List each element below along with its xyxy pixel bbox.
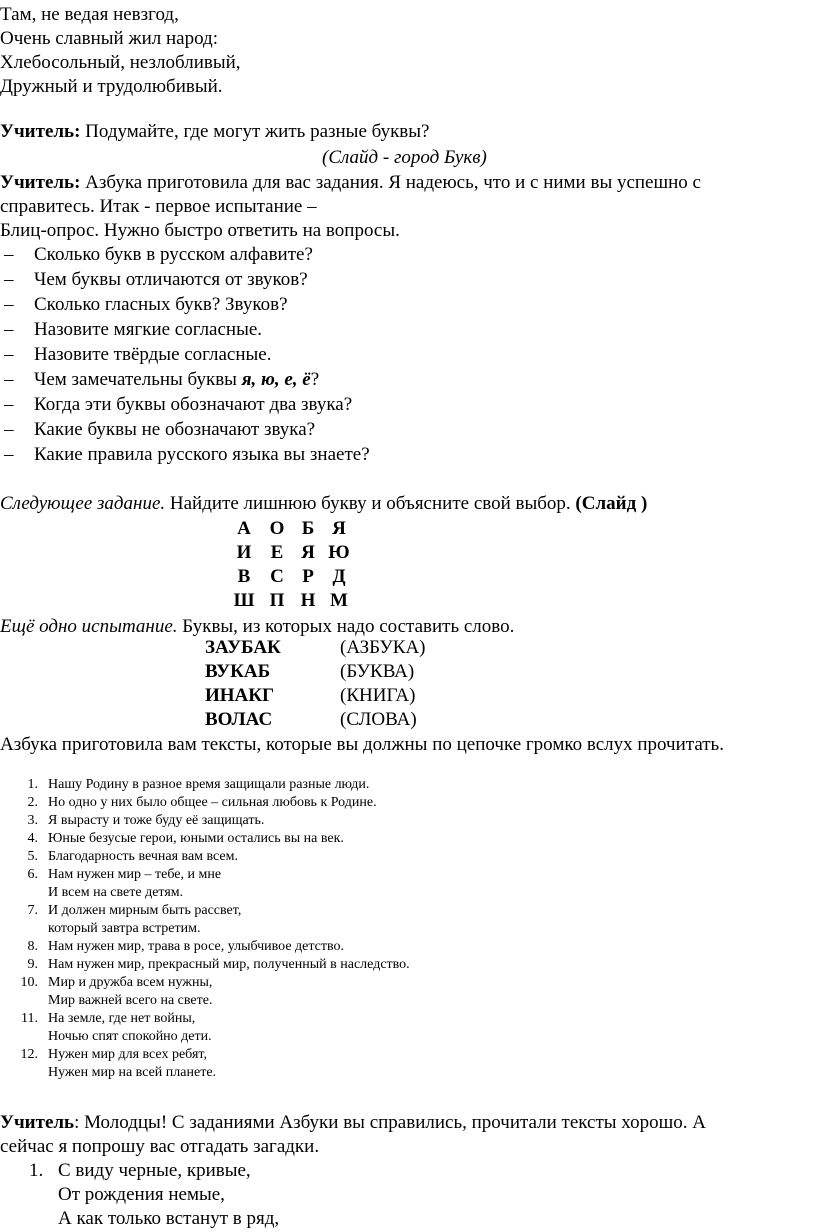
poem-line-2: Очень славный жил народ: <box>0 28 218 49</box>
grid-letter: И <box>236 542 252 563</box>
speaker-label: Учитель <box>0 1112 75 1133</box>
riddle-line: А как только встанут в ряд, <box>58 1208 280 1229</box>
dash-bullet: – <box>4 419 14 440</box>
grid-letter: Ю <box>328 542 350 563</box>
dash-bullet: – <box>4 294 14 315</box>
dash-bullet: – <box>4 344 14 365</box>
slide-note: (Слайд - город Букв) <box>322 147 487 168</box>
dash-bullet: – <box>4 444 14 465</box>
riddle-line: От рождения немые, <box>58 1184 225 1205</box>
anagram-scrambled: ИНАКГ <box>205 685 275 706</box>
anagram-answer: (СЛОВА) <box>340 709 417 730</box>
anagram-answer: (АЗБУКА) <box>340 637 426 658</box>
paragraph-line: справитесь. Итак - первое испытание – <box>0 196 317 217</box>
anagram-answer: (КНИГА) <box>340 685 416 706</box>
paragraph-text: Подумайте, где могут жить разные буквы? <box>80 121 430 142</box>
poem-line-3: Хлебосольный, незлобливый, <box>0 52 241 73</box>
grid-letter: Я <box>301 542 315 563</box>
anagram-scrambled: ВУКАБ <box>205 661 271 682</box>
grid-letter: А <box>237 518 251 539</box>
grid-letter: Ш <box>233 590 255 611</box>
reading-intro: Азбука приготовила вам тексты, которые вы должны по цепочке громко вслух прочитать. <box>0 734 724 755</box>
paragraph-line: сейчас я попрошу вас отгадать загадки. <box>0 1136 320 1157</box>
task-anagrams: Ещё одно испытание. Буквы, из которых надо составить слово. <box>0 616 515 637</box>
slide-note: (Слайд ) <box>575 493 648 514</box>
speaker-label: Учитель: <box>0 121 81 142</box>
speaker-label: Учитель: <box>0 172 81 193</box>
teacher-paragraph-1 <box>0 120 429 144</box>
paragraph-line: Блиц-опрос. Нужно быстро ответить на вопросы. <box>0 220 400 241</box>
riddle-number: 1. <box>29 1160 44 1181</box>
grid-letter: Д <box>332 566 346 587</box>
dash-bullet: – <box>4 244 14 265</box>
grid-letter: Р <box>302 566 314 587</box>
poem-line-4: Дружный и трудолюбивый. <box>0 76 223 97</box>
anagram-scrambled: ВОЛАС <box>205 709 273 730</box>
anagram-scrambled: ЗАУБАК <box>205 637 281 658</box>
dash-bullet: – <box>4 394 14 415</box>
anagram-answer: (БУКВА) <box>340 661 415 682</box>
poem-line-1: Там, не ведая невзгод, <box>0 4 179 25</box>
highlighted-letters: я, ю, е, ё <box>241 369 311 390</box>
riddle-line: С виду черные, кривые, <box>58 1160 251 1181</box>
paragraph-text: Азбука приготовила для вас задания. Я надеюсь, что и с ними вы успешно с <box>80 172 701 193</box>
grid-letter: В <box>237 566 251 587</box>
grid-letter: С <box>270 566 284 587</box>
teacher-paragraph-3: Учитель: Молодцы! С заданиями Азбуки вы справились, прочитали тексты хорошо. А <box>0 1112 706 1133</box>
dash-bullet: – <box>4 269 14 290</box>
grid-letter: П <box>269 590 285 611</box>
document-page: Там, не ведая невзгод, Очень славный жил народ: Хлебосольный, незлобливый, Дружный и трудолюбивый. Учитель: Подумайте, где могут жить разные буквы? (Слайд - город Букв) Учитель: Азбука приготовила для вас задания. Я надеюсь, что и с ними вы успешно с справитесь. Итак - первое испытание – Блиц-опрос. Нужно быстро ответить на вопросы. – Сколько букв в русском алфавите? – Чем буквы отличаются от звуков? – Сколько гласных букв? Звуков? – Назовите мягкие согласные. – Назовите твёрдые согласные. – Чем замечательны буквы я, ю, е, ё? – Когда эти буквы обозначают два звука? – Какие буквы не обозначают звука? – Какие правила русского языка вы знаете? Следующее задание. Найдите лишнюю букву и объясните свой выбор. (Слайд ) А О Б Я И Е Я Ю В С Р Д Ш П Н М Ещё одно испытание. Буквы, из которых надо составить слово. ЗАУБАК (АЗБУКА) ВУКАБ (БУКВА) ИНАКГ (КНИГА) ВОЛАС (СЛОВА) Азбука приготовила вам тексты, которые вы должны по цепочке громко вслух прочитать. 1. Нашу Родину в разное время защищали разные люди. 2. Но одно у них было общее – сильная любовь к Родине. 3. Я вырасту и тоже буду её защищать. 4. Юные безусые герои, юными остались вы на век. 5. Благодарность вечная вам всем. 6. Нам нужен мир – тебе, и мне И всем на свете детям. 7. И должен мирным быть рассвет, который завтра встретим. 8. Нам нужен мир, трава в росе, улыбчивое детство. 9. Нам нужен мир, прекрасный мир, полученный в наследство. 10. Мир и дружба всем нужны, Мир важней всего на свете. 11. На земле, где нет войны, Ночью спят спокойно дети. 12. Нужен мир для всех ребят, Нужен мир на всей планете. Учитель: Молодцы! С заданиями Азбуки вы справились, прочитали тексты хорошо. А сейчас я попрошу вас отгадать загадки. 1. С виду черные, кривые, От рождения немые, А как только встанут в ряд, <box>0 4 724 1229</box>
grid-letter: О <box>269 518 285 539</box>
letter-grid <box>230 517 370 613</box>
task-label: Ещё одно испытание. <box>0 616 178 637</box>
grid-letter: Е <box>270 542 284 563</box>
grid-letter: Я <box>332 518 346 539</box>
task-label: Следующее задание. <box>0 493 166 514</box>
dash-bullet: – <box>4 319 14 340</box>
grid-letter: Б <box>301 518 315 539</box>
task-odd-letter: Следующее задание. Найдите лишнюю букву и объясните свой выбор. (Слайд ) <box>0 493 648 514</box>
grid-letter: Н <box>300 590 316 611</box>
dash-bullet: – <box>4 369 14 390</box>
teacher-paragraph-2 <box>0 171 701 195</box>
grid-letter: М <box>330 590 348 611</box>
